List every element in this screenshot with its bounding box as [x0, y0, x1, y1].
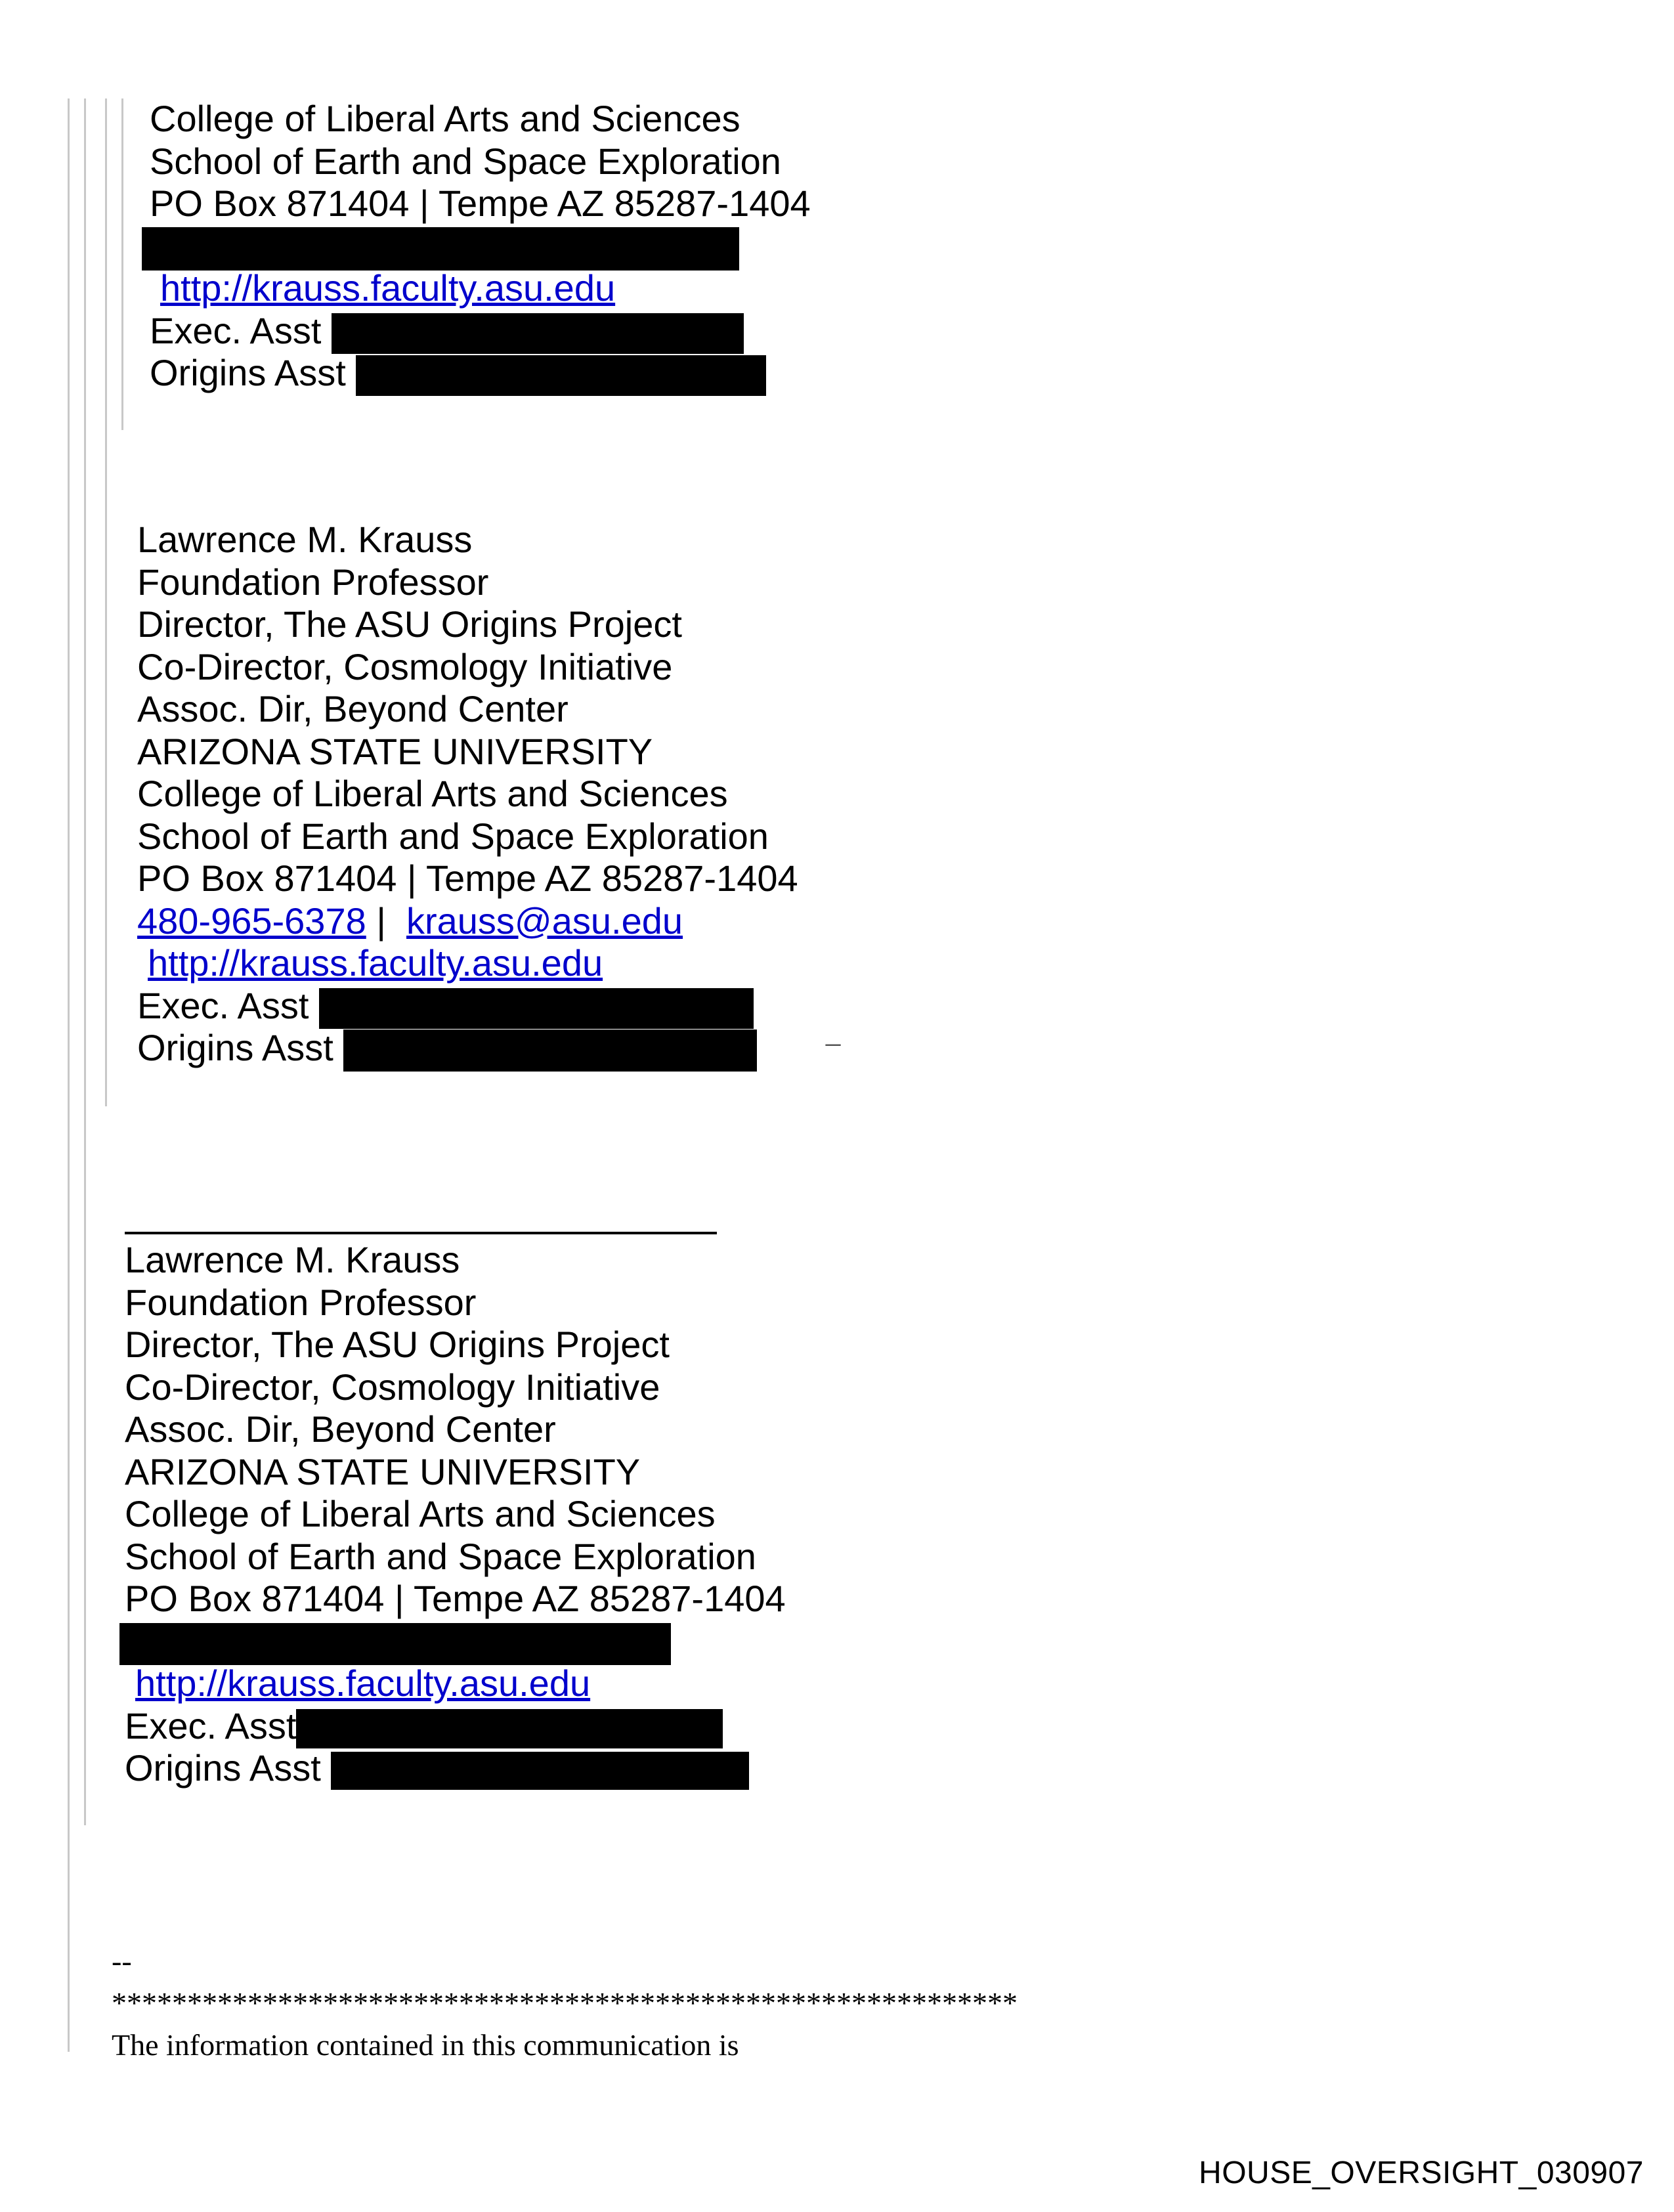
faculty-url-link[interactable]: http://krauss.faculty.asu.edu	[160, 267, 616, 309]
sig-line: PO Box 871404 | Tempe AZ 85287-1404	[125, 1578, 786, 1619]
redaction-bar	[142, 227, 739, 271]
quote-bar-outer	[68, 98, 70, 2052]
sig-line: Director, The ASU Origins Project	[137, 603, 682, 645]
exec-asst-line	[137, 985, 798, 1028]
sig-line: Director, The ASU Origins Project	[125, 1324, 670, 1365]
stray-mark: _	[826, 1018, 841, 1047]
redacted-contact-line	[125, 1620, 786, 1663]
sig-line: College of Liberal Arts and Sciences	[150, 98, 740, 139]
origins-asst-line	[150, 352, 811, 395]
asterisk-divider: ************************************************************	[112, 1986, 1018, 2020]
sig-line: Co-Director, Cosmology Initiative	[125, 1366, 660, 1408]
sig-line: Lawrence M. Krauss	[125, 1239, 460, 1280]
exec-asst-line	[125, 1705, 786, 1748]
sig-line: Assoc. Dir, Beyond Center	[137, 688, 569, 729]
redaction-bar	[331, 1752, 749, 1790]
origins-asst-label: Origins Asst	[125, 1747, 321, 1789]
sig-line: ARIZONA STATE UNIVERSITY	[137, 730, 653, 772]
sig-line: College of Liberal Arts and Sciences	[137, 773, 728, 814]
disclaimer	[112, 1940, 1018, 2066]
quote-bar-inner	[105, 98, 107, 1106]
signature-block-1	[150, 98, 811, 395]
sig-line: School of Earth and Space Exploration	[125, 1535, 756, 1577]
sig-line: Foundation Professor	[137, 561, 489, 603]
origins-asst-label: Origins Asst	[150, 352, 346, 393]
disclaimer-text: The information contained in this communication is	[112, 2028, 739, 2062]
sig-line: Foundation Professor	[125, 1281, 477, 1323]
sig-line: College of Liberal Arts and Sciences	[125, 1493, 716, 1534]
quote-bar-innermost	[121, 98, 123, 430]
signature-block-3	[125, 1239, 786, 1790]
signature-dashes: --	[112, 1944, 132, 1978]
sig-line: PO Box 871404 | Tempe AZ 85287-1404	[150, 183, 811, 224]
sig-line: School of Earth and Space Exploration	[150, 140, 781, 182]
exec-asst-label: Exec. Asst	[125, 1704, 297, 1746]
sig-line: Assoc. Dir, Beyond Center	[125, 1408, 556, 1450]
quote-bar-middle	[84, 98, 86, 1825]
phone-link[interactable]: 480-965-6378	[137, 900, 366, 942]
redaction-bar	[356, 355, 766, 396]
faculty-url-link[interactable]: http://krauss.faculty.asu.edu	[135, 1662, 591, 1704]
sig-line: PO Box 871404 | Tempe AZ 85287-1404	[137, 857, 798, 899]
redaction-bar	[319, 988, 754, 1029]
origins-asst-line	[137, 1027, 798, 1070]
redaction-bar	[119, 1623, 671, 1665]
url-line	[125, 1662, 786, 1705]
exec-asst-label: Exec. Asst	[137, 984, 309, 1026]
document-id: HOUSE_OVERSIGHT_030907	[1199, 2156, 1644, 2190]
email-link[interactable]: krauss@asu.edu	[406, 900, 683, 942]
signature-separator-rule	[125, 1232, 717, 1234]
sig-line: Co-Director, Cosmology Initiative	[137, 645, 673, 687]
exec-asst-line	[150, 310, 811, 353]
redacted-contact-line	[150, 225, 811, 268]
url-line	[150, 267, 811, 310]
url-line	[137, 942, 798, 985]
signature-block-2	[137, 519, 798, 1070]
origins-asst-label: Origins Asst	[137, 1027, 333, 1068]
sig-line: School of Earth and Space Exploration	[137, 815, 769, 857]
redaction-bar	[296, 1709, 723, 1748]
contact-separator: |	[376, 900, 386, 942]
exec-asst-label: Exec. Asst	[150, 309, 322, 351]
redaction-bar	[332, 313, 744, 354]
contact-line	[137, 900, 798, 943]
origins-asst-line	[125, 1747, 786, 1790]
faculty-url-link[interactable]: http://krauss.faculty.asu.edu	[148, 942, 603, 984]
redaction-bar	[343, 1030, 757, 1072]
sig-line: ARIZONA STATE UNIVERSITY	[125, 1450, 641, 1492]
sig-line: Lawrence M. Krauss	[137, 519, 473, 560]
